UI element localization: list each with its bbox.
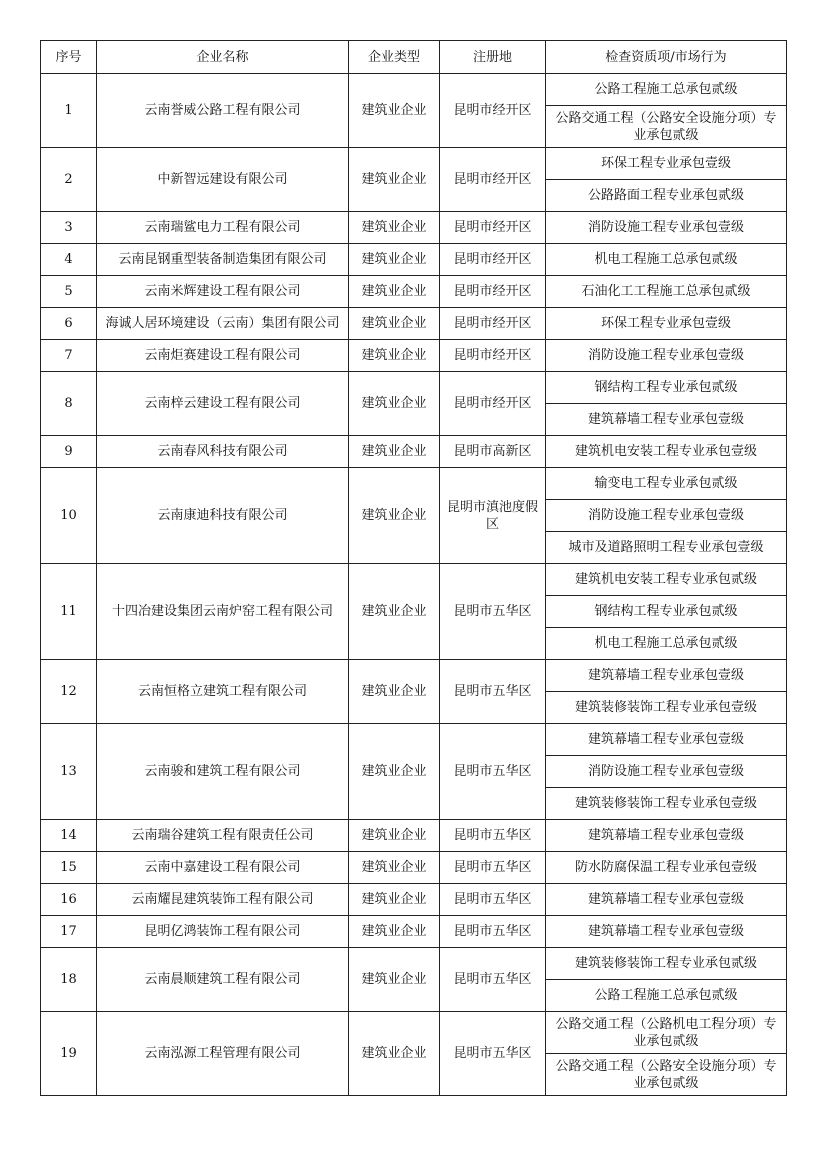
qualification-cell: 石油化工工程施工总承包贰级 xyxy=(546,276,787,308)
serial-number-cell: 13 xyxy=(41,724,97,820)
registration-place-cell: 昆明市五华区 xyxy=(440,660,546,724)
qualification-cell: 建筑装修装饰工程专业承包壹级 xyxy=(546,788,787,820)
enterprise-name-cell: 昆明亿鸿装饰工程有限公司 xyxy=(97,916,349,948)
enterprise-type-cell: 建筑业企业 xyxy=(349,468,440,564)
enterprise-name-cell: 云南泓源工程管理有限公司 xyxy=(97,1012,349,1096)
table-row xyxy=(41,340,787,372)
qualification-cell: 公路工程施工总承包贰级 xyxy=(546,74,787,106)
serial-number-cell: 16 xyxy=(41,884,97,916)
registration-place-cell: 昆明市五华区 xyxy=(440,916,546,948)
serial-number-cell: 14 xyxy=(41,820,97,852)
serial-number-cell: 4 xyxy=(41,244,97,276)
registration-place-cell: 昆明市经开区 xyxy=(440,74,546,148)
qualification-cell: 消防设施工程专业承包壹级 xyxy=(546,340,787,372)
table-row xyxy=(41,74,787,106)
registration-place-cell: 昆明市五华区 xyxy=(440,820,546,852)
enterprise-name-cell: 十四冶建设集团云南炉窑工程有限公司 xyxy=(97,564,349,660)
serial-number-cell: 15 xyxy=(41,852,97,884)
serial-number-cell: 18 xyxy=(41,948,97,1012)
enterprise-name-cell: 云南恒格立建筑工程有限公司 xyxy=(97,660,349,724)
serial-number-cell: 10 xyxy=(41,468,97,564)
enterprise-name-cell: 云南春风科技有限公司 xyxy=(97,436,349,468)
enterprise-name-cell: 云南米辉建设工程有限公司 xyxy=(97,276,349,308)
enterprise-name-cell: 云南梓云建设工程有限公司 xyxy=(97,372,349,436)
qualification-cell: 建筑幕墙工程专业承包壹级 xyxy=(546,884,787,916)
table-row xyxy=(41,724,787,756)
enterprise-type-cell: 建筑业企业 xyxy=(349,276,440,308)
table-row xyxy=(41,436,787,468)
enterprise-name-cell: 云南瑞谷建筑工程有限责任公司 xyxy=(97,820,349,852)
qualification-cell: 消防设施工程专业承包壹级 xyxy=(546,212,787,244)
enterprise-type-cell: 建筑业企业 xyxy=(349,884,440,916)
serial-number-cell: 19 xyxy=(41,1012,97,1096)
serial-number-cell: 8 xyxy=(41,372,97,436)
enterprise-type-cell: 建筑业企业 xyxy=(349,212,440,244)
table-row xyxy=(41,148,787,180)
serial-number-cell: 17 xyxy=(41,916,97,948)
registration-place-cell: 昆明市经开区 xyxy=(440,372,546,436)
registration-place-cell: 昆明市经开区 xyxy=(440,340,546,372)
registration-place-cell: 昆明市滇池度假区 xyxy=(440,468,546,564)
serial-number-cell: 5 xyxy=(41,276,97,308)
qualification-cell: 建筑幕墙工程专业承包壹级 xyxy=(546,916,787,948)
enterprise-name-cell: 云南晨顺建筑工程有限公司 xyxy=(97,948,349,1012)
table-row xyxy=(41,852,787,884)
enterprise-name-cell: 云南昆钢重型装备制造集团有限公司 xyxy=(97,244,349,276)
enterprise-name-cell: 云南炬赛建设工程有限公司 xyxy=(97,340,349,372)
table-row xyxy=(41,660,787,692)
serial-number-cell: 11 xyxy=(41,564,97,660)
enterprise-name-cell: 中新智远建设有限公司 xyxy=(97,148,349,212)
enterprise-type-cell: 建筑业企业 xyxy=(349,852,440,884)
qualification-cell: 建筑幕墙工程专业承包壹级 xyxy=(546,724,787,756)
serial-number-cell: 12 xyxy=(41,660,97,724)
qualification-cell: 钢结构工程专业承包贰级 xyxy=(546,596,787,628)
qualification-cell: 建筑幕墙工程专业承包壹级 xyxy=(546,660,787,692)
qualification-cell: 机电工程施工总承包贰级 xyxy=(546,628,787,660)
enterprise-name-cell: 云南瑞鲨电力工程有限公司 xyxy=(97,212,349,244)
enterprise-type-cell: 建筑业企业 xyxy=(349,308,440,340)
qualification-cell: 消防设施工程专业承包壹级 xyxy=(546,756,787,788)
table-row xyxy=(41,1012,787,1054)
enterprise-type-cell: 建筑业企业 xyxy=(349,660,440,724)
enterprise-name-cell: 海诚人居环境建设（云南）集团有限公司 xyxy=(97,308,349,340)
registration-place-cell: 昆明市五华区 xyxy=(440,724,546,820)
enterprise-inspection-table xyxy=(40,40,787,1096)
serial-number-cell: 3 xyxy=(41,212,97,244)
registration-place-cell: 昆明市五华区 xyxy=(440,852,546,884)
registration-place-cell: 昆明市经开区 xyxy=(440,148,546,212)
qualification-cell: 建筑机电安装工程专业承包壹级 xyxy=(546,436,787,468)
qualification-cell: 公路交通工程（公路安全设施分项）专业承包贰级 xyxy=(546,1054,787,1096)
header-serial-number: 序号 xyxy=(41,41,97,74)
qualification-cell: 城市及道路照明工程专业承包壹级 xyxy=(546,532,787,564)
serial-number-cell: 9 xyxy=(41,436,97,468)
serial-number-cell: 1 xyxy=(41,74,97,148)
header-qualification: 检查资质项/市场行为 xyxy=(546,41,787,74)
enterprise-type-cell: 建筑业企业 xyxy=(349,1012,440,1096)
qualification-cell: 公路交通工程（公路安全设施分项）专业承包贰级 xyxy=(546,106,787,148)
enterprise-type-cell: 建筑业企业 xyxy=(349,820,440,852)
qualification-cell: 建筑幕墙工程专业承包壹级 xyxy=(546,820,787,852)
table-row xyxy=(41,468,787,500)
enterprise-type-cell: 建筑业企业 xyxy=(349,564,440,660)
serial-number-cell: 6 xyxy=(41,308,97,340)
qualification-cell: 输变电工程专业承包贰级 xyxy=(546,468,787,500)
table-row xyxy=(41,564,787,596)
table-row xyxy=(41,212,787,244)
qualification-cell: 环保工程专业承包壹级 xyxy=(546,148,787,180)
enterprise-name-cell: 云南誉威公路工程有限公司 xyxy=(97,74,349,148)
qualification-cell: 机电工程施工总承包贰级 xyxy=(546,244,787,276)
qualification-cell: 建筑机电安装工程专业承包贰级 xyxy=(546,564,787,596)
enterprise-type-cell: 建筑业企业 xyxy=(349,436,440,468)
qualification-cell: 消防设施工程专业承包壹级 xyxy=(546,500,787,532)
enterprise-name-cell: 云南骏和建筑工程有限公司 xyxy=(97,724,349,820)
header-registration-place: 注册地 xyxy=(440,41,546,74)
qualification-cell: 建筑装修装饰工程专业承包壹级 xyxy=(546,692,787,724)
qualification-cell: 公路工程施工总承包贰级 xyxy=(546,980,787,1012)
table-body xyxy=(41,74,787,1096)
enterprise-name-cell: 云南康迪科技有限公司 xyxy=(97,468,349,564)
qualification-cell: 公路路面工程专业承包贰级 xyxy=(546,180,787,212)
qualification-cell: 防水防腐保温工程专业承包壹级 xyxy=(546,852,787,884)
serial-number-cell: 7 xyxy=(41,340,97,372)
registration-place-cell: 昆明市经开区 xyxy=(440,308,546,340)
header-enterprise-type: 企业类型 xyxy=(349,41,440,74)
registration-place-cell: 昆明市高新区 xyxy=(440,436,546,468)
enterprise-type-cell: 建筑业企业 xyxy=(349,372,440,436)
table-row xyxy=(41,372,787,404)
enterprise-name-cell: 云南中嘉建设工程有限公司 xyxy=(97,852,349,884)
table-row xyxy=(41,244,787,276)
table-row xyxy=(41,276,787,308)
registration-place-cell: 昆明市经开区 xyxy=(440,212,546,244)
qualification-cell: 建筑装修装饰工程专业承包贰级 xyxy=(546,948,787,980)
serial-number-cell: 2 xyxy=(41,148,97,212)
registration-place-cell: 昆明市经开区 xyxy=(440,276,546,308)
table-row xyxy=(41,884,787,916)
enterprise-name-cell: 云南耀昆建筑装饰工程有限公司 xyxy=(97,884,349,916)
table-row xyxy=(41,308,787,340)
qualification-cell: 钢结构工程专业承包贰级 xyxy=(546,372,787,404)
enterprise-type-cell: 建筑业企业 xyxy=(349,74,440,148)
enterprise-type-cell: 建筑业企业 xyxy=(349,340,440,372)
enterprise-type-cell: 建筑业企业 xyxy=(349,916,440,948)
header-enterprise-name: 企业名称 xyxy=(97,41,349,74)
table-row xyxy=(41,916,787,948)
enterprise-type-cell: 建筑业企业 xyxy=(349,724,440,820)
enterprise-type-cell: 建筑业企业 xyxy=(349,148,440,212)
table-row xyxy=(41,948,787,980)
registration-place-cell: 昆明市五华区 xyxy=(440,884,546,916)
enterprise-type-cell: 建筑业企业 xyxy=(349,948,440,1012)
table-header-row xyxy=(41,41,787,74)
registration-place-cell: 昆明市五华区 xyxy=(440,1012,546,1096)
qualification-cell: 公路交通工程（公路机电工程分项）专业承包贰级 xyxy=(546,1012,787,1054)
registration-place-cell: 昆明市经开区 xyxy=(440,244,546,276)
registration-place-cell: 昆明市五华区 xyxy=(440,948,546,1012)
qualification-cell: 环保工程专业承包壹级 xyxy=(546,308,787,340)
enterprise-type-cell: 建筑业企业 xyxy=(349,244,440,276)
qualification-cell: 建筑幕墙工程专业承包壹级 xyxy=(546,404,787,436)
table-row xyxy=(41,820,787,852)
registration-place-cell: 昆明市五华区 xyxy=(440,564,546,660)
